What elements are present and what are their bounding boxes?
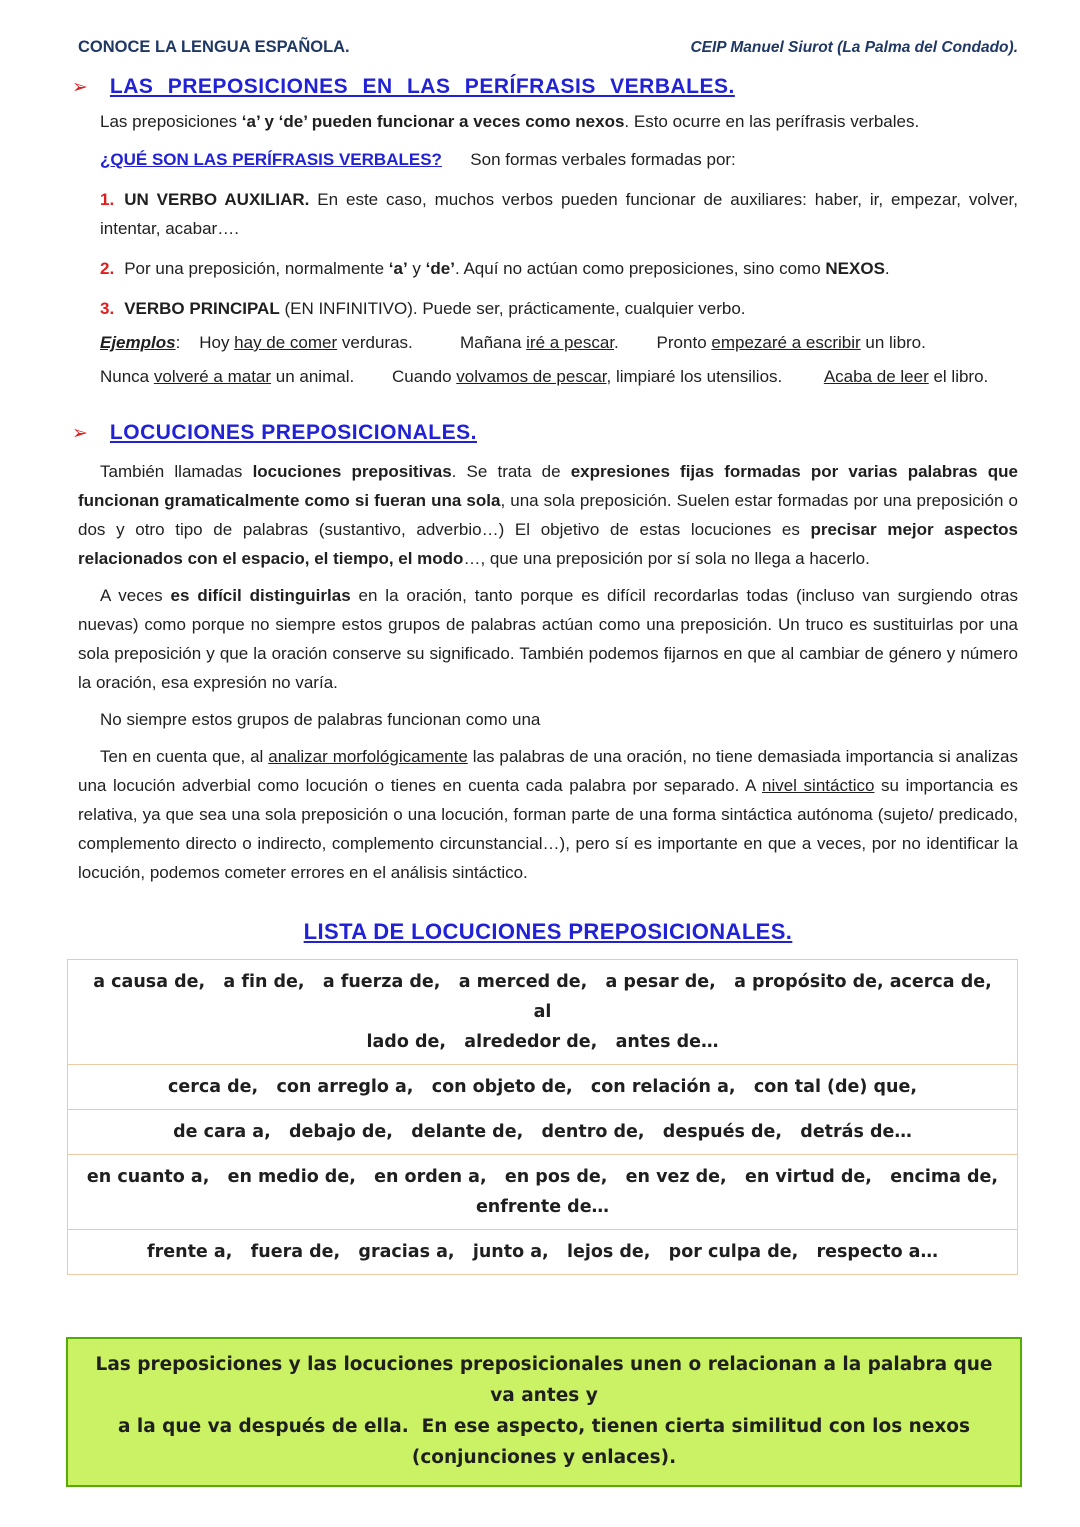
section-locuciones-title: LOCUCIONES PREPOSICIONALES. [109,421,477,444]
table-cell: frente a, fuera de, gracias a, junto a, lejos de, por culpa de, respecto a… [68,1230,1018,1275]
locuciones-paragraph-1: También llamadas locuciones prepositivas. Se trata de expresiones fijas formadas por varias palabras que funcionan gramaticalmente como si fueran una sola, una sola preposición. Suelen estar formadas por una preposición o dos y otro tipo de palabras (sustantivo, adverbio…) El objetivo de estas locuciones es precisar mejor aspectos relacionados con el espacio, el tiempo, el modo…, que una preposición por sí sola no llega a hacerlo. [78,462,1018,568]
table-row [68,1065,1018,1110]
table-row [68,1230,1018,1275]
locuciones-paragraph-3: No siempre estos grupos de palabras funcionan como una [100,710,541,729]
item-number: 3. [100,299,115,318]
locuciones-paragraph-4: Ten en cuenta que, al analizar morfológicamente las palabras de una oración, no tiene demasiada importancia si analizas una locución adverbial como locución o tienes en cuenta cada palabra por separado. A nivel sintáctico su importancia es relativa, ya que sea una sola preposición o una locución, forman parte de una forma sintáctica autónoma (sujeto/ predicado, complemento directo o indirecto, complemento circunstancial…), pero sí es importante en que a veces, por no identificar la locución, podemos cometer errores en el análisis sintáctico. [78,747,1019,882]
item-text: UN VERBO AUXILIAR. En este caso, muchos verbos pueden funcionar de auxiliares: haber, ir, empezar, volver, intentar, acabar…. [100,190,1018,238]
table-row [68,1110,1018,1155]
ejemplos-line-1: Ejemplos: Hoy hay de comer verduras. Mañana iré a pescar. Pronto empezaré a escribir un libro. [100,333,926,352]
locuciones-paragraph-2: A veces es difícil distinguirlas en la oración, tanto porque es difícil recordarlas todas (incluso van surgiendo otras nuevas) como porque no siempre estos grupos de palabras actúan como una preposición. Un truco es sustituirlas por una sola preposición y que la oración conserve su significado. También podemos fijarnos en que al cambiar de género y número la oración, esa expresión no varía. [78,586,1018,692]
table-cell: a causa de, a fin de, a fuerza de, a merced de, a pesar de, a propósito de, acerca de, al lado de, alrededor de, antes de… [68,960,1018,1065]
arrow-bullet-icon: ➢ [72,77,88,98]
perifrasis-question-line: ¿QUÉ SON LAS PERÍFRASIS VERBALES? Son formas verbales formadas por: [100,150,736,169]
document-title: CONOCE LA LENGUA ESPAÑOLA. [78,38,350,56]
locuciones-table [67,959,1018,1275]
school-name: CEIP Manuel Siurot (La Palma del Condado). [690,39,1018,56]
document-header [78,38,1018,57]
arrow-bullet-icon: ➢ [72,423,88,444]
perifrasis-intro-paragraph: Las preposiciones ‘a’ y ‘de’ pueden funcionar a veces como nexos. Esto ocurre en las perífrasis verbales. [100,112,920,131]
table-cell: de cara a, debajo de, delante de, dentro de, después de, detrás de… [68,1110,1018,1155]
table-cell: en cuanto a, en medio de, en orden a, en pos de, en vez de, en virtud de, encima de, enfrente de… [68,1155,1018,1230]
perifrasis-item-1 [100,185,1018,243]
perifrasis-item-2 [100,254,1018,283]
perifrasis-item-3 [100,294,1018,323]
item-text: VERBO PRINCIPAL (EN INFINITIVO). Puede ser, prácticamente, cualquier verbo. [124,299,746,318]
item-number: 1. [100,190,115,209]
table-cell: cerca de, con arreglo a, con objeto de, con relación a, con tal (de) que, [68,1065,1018,1110]
section-perifrasis-heading-row [72,75,1018,99]
item-text: Por una preposición, normalmente ‘a’ y ‘de’. Aquí no actúan como preposiciones, sino como NEXOS. [124,259,890,278]
table-row [68,960,1018,1065]
section-perifrasis-title: LAS PREPOSICIONES EN LAS PERÍFRASIS VERBALES. [109,75,735,98]
ejemplos-line-2: Nunca volveré a matar un animal. Cuando volvamos de pescar, limpiaré los utensilios. Acaba de leer el libro. [100,367,989,386]
lista-title: LISTA DE LOCUCIONES PREPOSICIONALES. [303,919,793,944]
item-number: 2. [100,259,115,278]
section-locuciones-heading-row [72,421,1018,445]
summary-note-box: Las preposiciones y las locuciones preposicionales unen o relacionan a la palabra que va antes y a la que va después de ella. En ese aspecto, tienen cierta similitud con los nexos (conjunciones y enlaces). [66,1337,1022,1487]
table-row [68,1155,1018,1230]
